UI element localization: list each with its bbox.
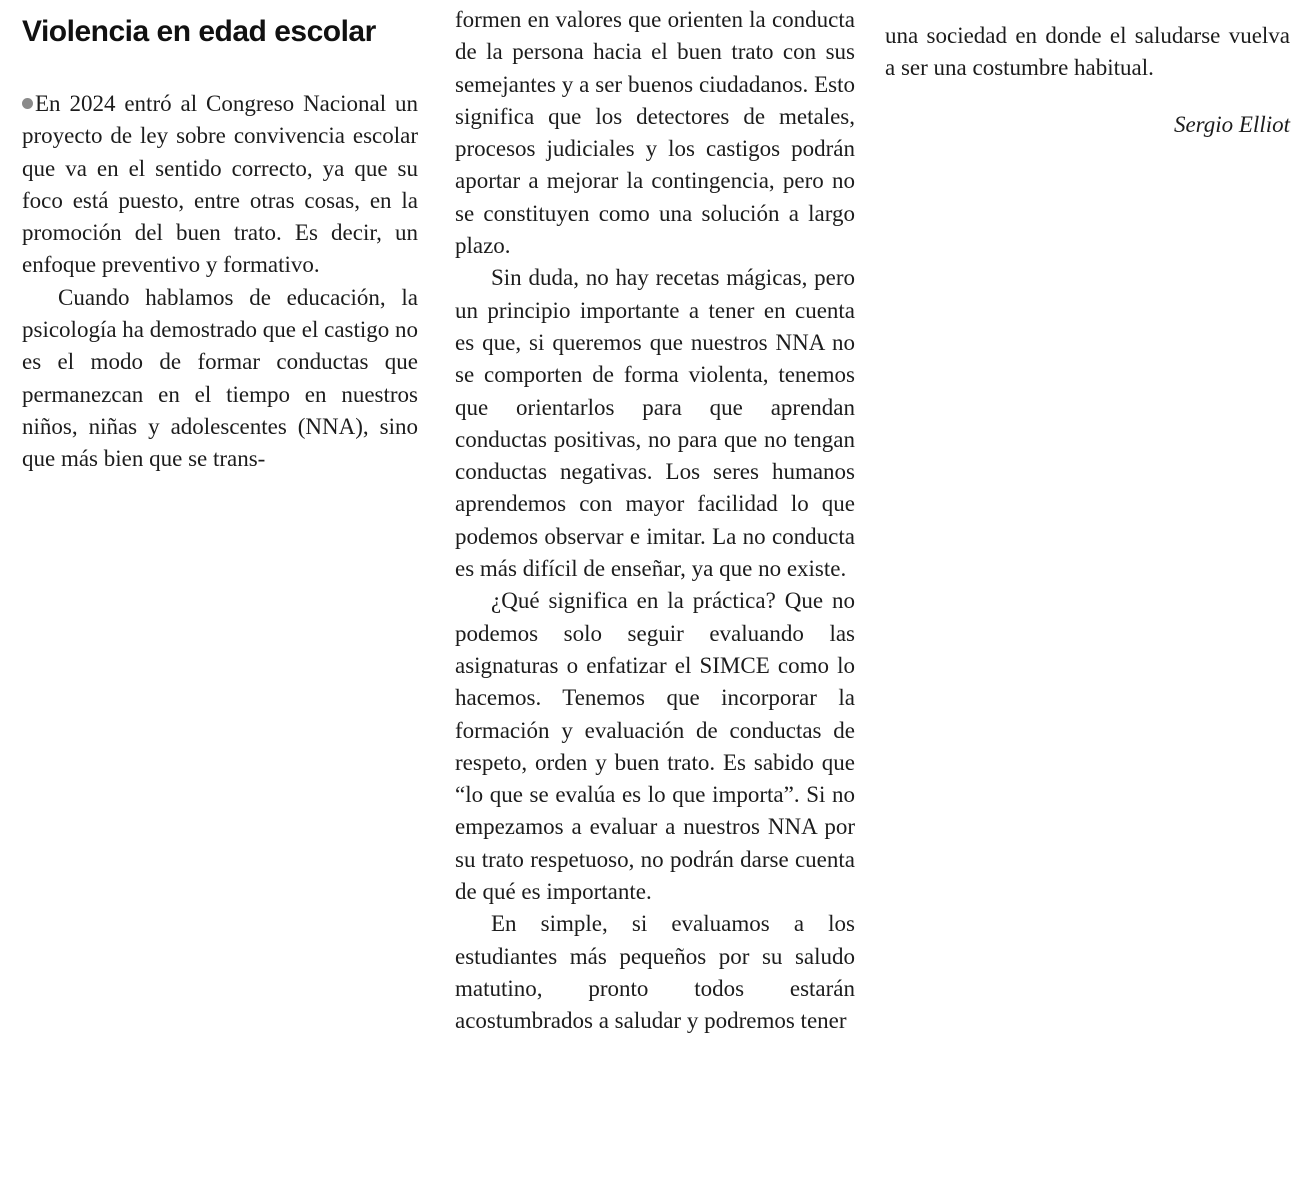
article-paragraph: una sociedad en donde el saludarse vuelva a ser una costumbre habitual. [885,23,1290,81]
article-paragraph [22,88,418,282]
article-paragraph: Sin duda, no hay recetas mágicas, pero un principio importante a tener en cuenta es que, si queremos que nuestros NNA no se comporten de forma violenta, tenemos que orientarlos para que aprendan conductas positivas, no para que no tengan conductas negativas. Los seres humanos aprendemos con mayor facilidad lo que podemos observar e imitar. La no conducta es más difícil de enseñar, ya que no existe. [455,265,855,582]
paragraph-text: En 2024 entró al Congreso Nacional un proyecto de ley sobre convivencia escolar que va en el sentido correcto, ya que su foco está puesto, entre otras cosas, en la promoción del buen trato. Es decir, un enfoque preventivo y formativo. [22,91,418,278]
article-headline: Violencia en edad escolar [22,15,376,48]
article-paragraph: Cuando hablamos de educación, la psicología ha demostrado que el castigo no es el modo de formar conductas que permanezcan en el tiempo en nuestros niños, niñas y adolescentes (NNA), sino que más bien que se trans- [22,284,419,472]
author-signature: Sergio Elliot [1173,111,1290,137]
article-column-2 [455,4,855,1038]
article-column-3 [885,20,1290,141]
article-paragraph: En simple, si evaluamos a los estudiantes más pequeños por su saludo matutino, pronto todos estarán acostumbrados a saludar y podremos tener [455,911,855,1034]
article-paragraph: ¿Qué significa en la práctica? Que no podemos solo seguir evaluando las asignaturas o enfatizar el SIMCE como lo hacemos. Tenemos que incorporar la formación y evaluación de conductas de respeto, orden y buen trato. Es sabido que “lo que se evalúa es lo que importa”. Si no empezamos a evaluar a nuestros NNA por su trato respetuoso, no podrán darse cuenta de qué es importante. [455,588,855,905]
article-paragraph: formen en valores que orienten la conducta de la persona hacia el buen trato con sus semejantes y a ser buenos ciudadanos. Esto significa que los detectores de metales, procesos judiciales y los castigos podrán aportar a mejorar la contingencia, pero no se constituyen como una solución a largo plazo. [455,7,855,259]
bullet-icon [22,98,33,109]
article-column-1 [22,88,418,476]
